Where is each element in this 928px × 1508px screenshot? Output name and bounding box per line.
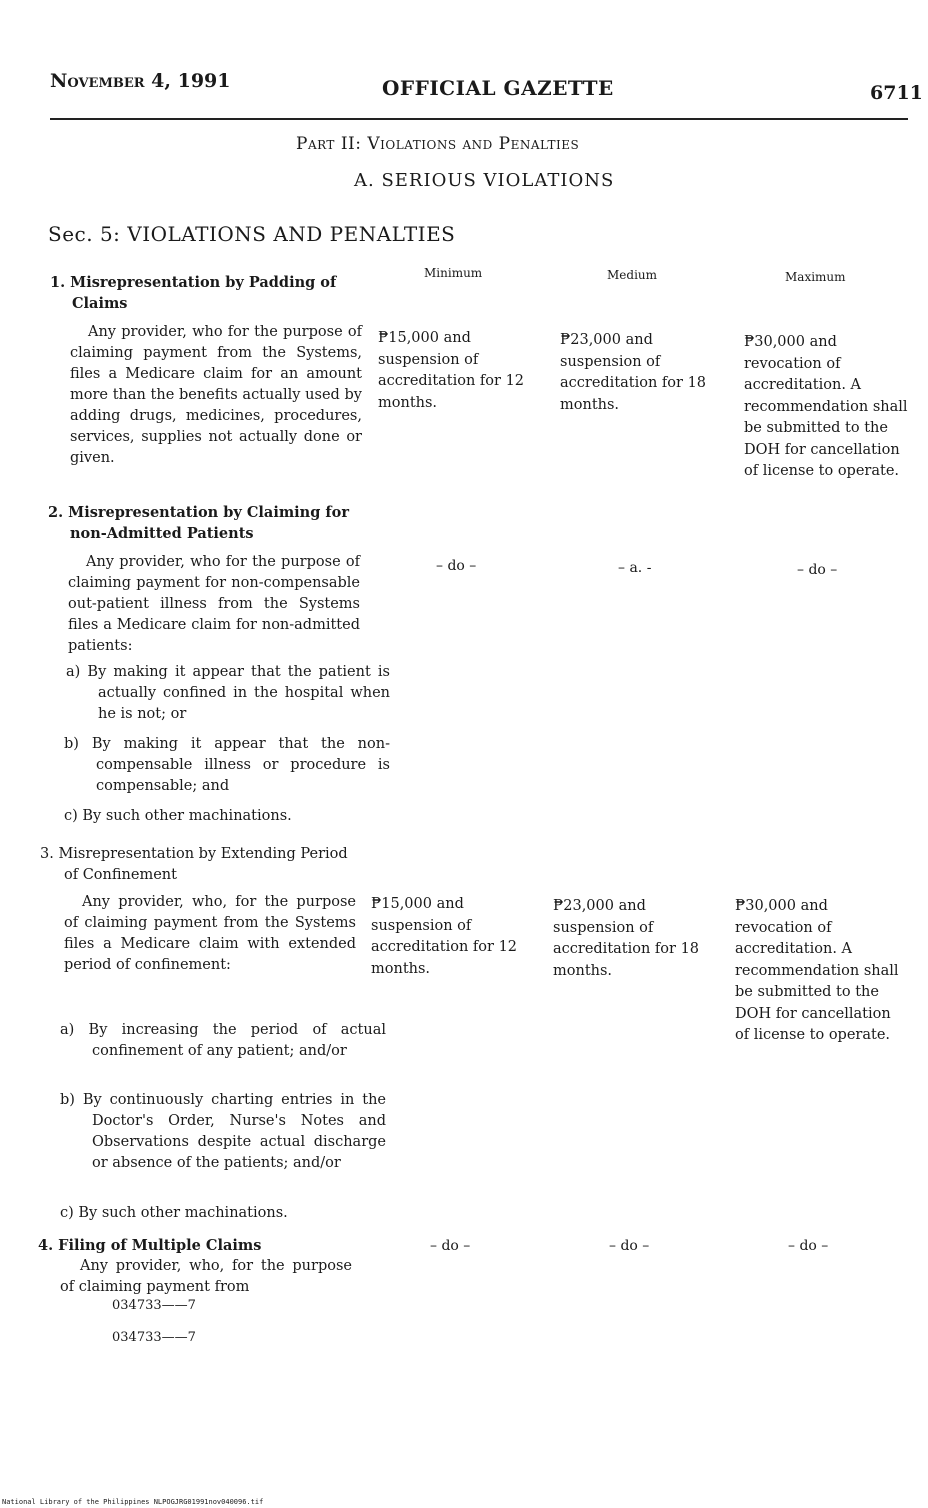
item-1-medium: ₱23,000 and suspension of accreditation for 18 months. — [560, 332, 707, 413]
column-maximum: Maximum — [785, 270, 846, 284]
header-date: November 4, 1991 — [50, 70, 231, 92]
item-3-minimum: ₱15,000 and suspension of accreditation for 12 months. — [371, 896, 518, 977]
item-3-heading: 3. Misrepresentation by Extending Period of Confinement — [40, 846, 348, 883]
item-2-heading: 2. Misrepresentation by Claiming for non-Admitted Patients — [48, 504, 349, 542]
item-1-heading: 1. Misrepresentation by Padding of Claims — [50, 274, 337, 312]
item-3-medium: ₱23,000 and suspension of accreditation for 18 months. — [553, 898, 700, 979]
column-medium: Medium — [607, 268, 658, 282]
item-4-maximum: – do – — [788, 1238, 829, 1254]
item-1-minimum: ₱15,000 and suspension of accreditation for 12 months. — [378, 330, 525, 411]
item-1-paragraph: Any provider, who for the purpose of claiming payment from the Systems, files a Medicare claim for an amount more than the benefits actually used by adding drugs, medicines, procedures, services, supplies not actually done or given. — [70, 324, 362, 466]
item-3-maximum: ₱30,000 and revocation of accreditation. A recommendation shall be submitted to the DOH for cancellation of license to operate. — [735, 898, 899, 1043]
scan-footer: National Library of the Philippines NLPOGJRG01991nov040096.tif — [2, 1498, 264, 1506]
header-rule — [50, 118, 908, 120]
item-3-subitem-a: a) By increasing the period of actual confinement of any patient; and/or — [60, 1022, 386, 1059]
item-2-subitem-a: a) By making it appear that the patient is actually confined in the hospital when he is not; or — [66, 664, 390, 722]
part-title: Part II: Violations and Penalties — [296, 134, 580, 154]
item-2-maximum: – do – — [797, 562, 838, 578]
item-4-medium: – do – — [609, 1238, 650, 1254]
header-title: OFFICIAL GAZETTE — [382, 76, 614, 100]
item-4-heading: 4. Filing of Multiple Claims — [38, 1237, 262, 1254]
item-2-medium: – a. - — [618, 560, 652, 576]
item-3-subitem-b: b) By continuously charting entries in the Doctor's Order, Nurse's Notes and Observations despite actual discharge or absence of the patients; and/or — [60, 1092, 386, 1171]
column-minimum: Minimum — [424, 266, 483, 280]
subpart-title: A. SERIOUS VIOLATIONS — [354, 170, 615, 191]
print-code-inline: 034733——7 — [112, 1298, 196, 1313]
item-2-subitem-c: c) By such other machinations. — [64, 808, 292, 824]
item-2-minimum: – do – — [436, 558, 477, 574]
item-3-paragraph: Any provider, who, for the purpose of claiming payment from the Systems files a Medicare claim with extended period of confinement: — [64, 894, 356, 973]
item-4-minimum: – do – — [430, 1238, 471, 1254]
item-4-paragraph: Any provider, who, for the purpose of claiming payment from — [60, 1258, 352, 1295]
section-title: Sec. 5: VIOLATIONS AND PENALTIES — [48, 222, 456, 246]
print-code: 034733——7 — [112, 1330, 196, 1345]
item-2-subitem-b: b) By making it appear that the non-compensable illness or procedure is compensable; and — [64, 736, 390, 794]
item-3-subitem-c: c) By such other machinations. — [60, 1205, 288, 1221]
item-1-maximum: ₱30,000 and revocation of accreditation. A recommendation shall be submitted to the DOH for cancellation of license to operate. — [744, 334, 908, 479]
item-2-paragraph: Any provider, who for the purpose of claiming payment for non-compensable out-patient illness from the Systems files a Medicare claim for non-admitted patients: — [68, 554, 360, 654]
page-number: 6711 — [870, 82, 923, 104]
